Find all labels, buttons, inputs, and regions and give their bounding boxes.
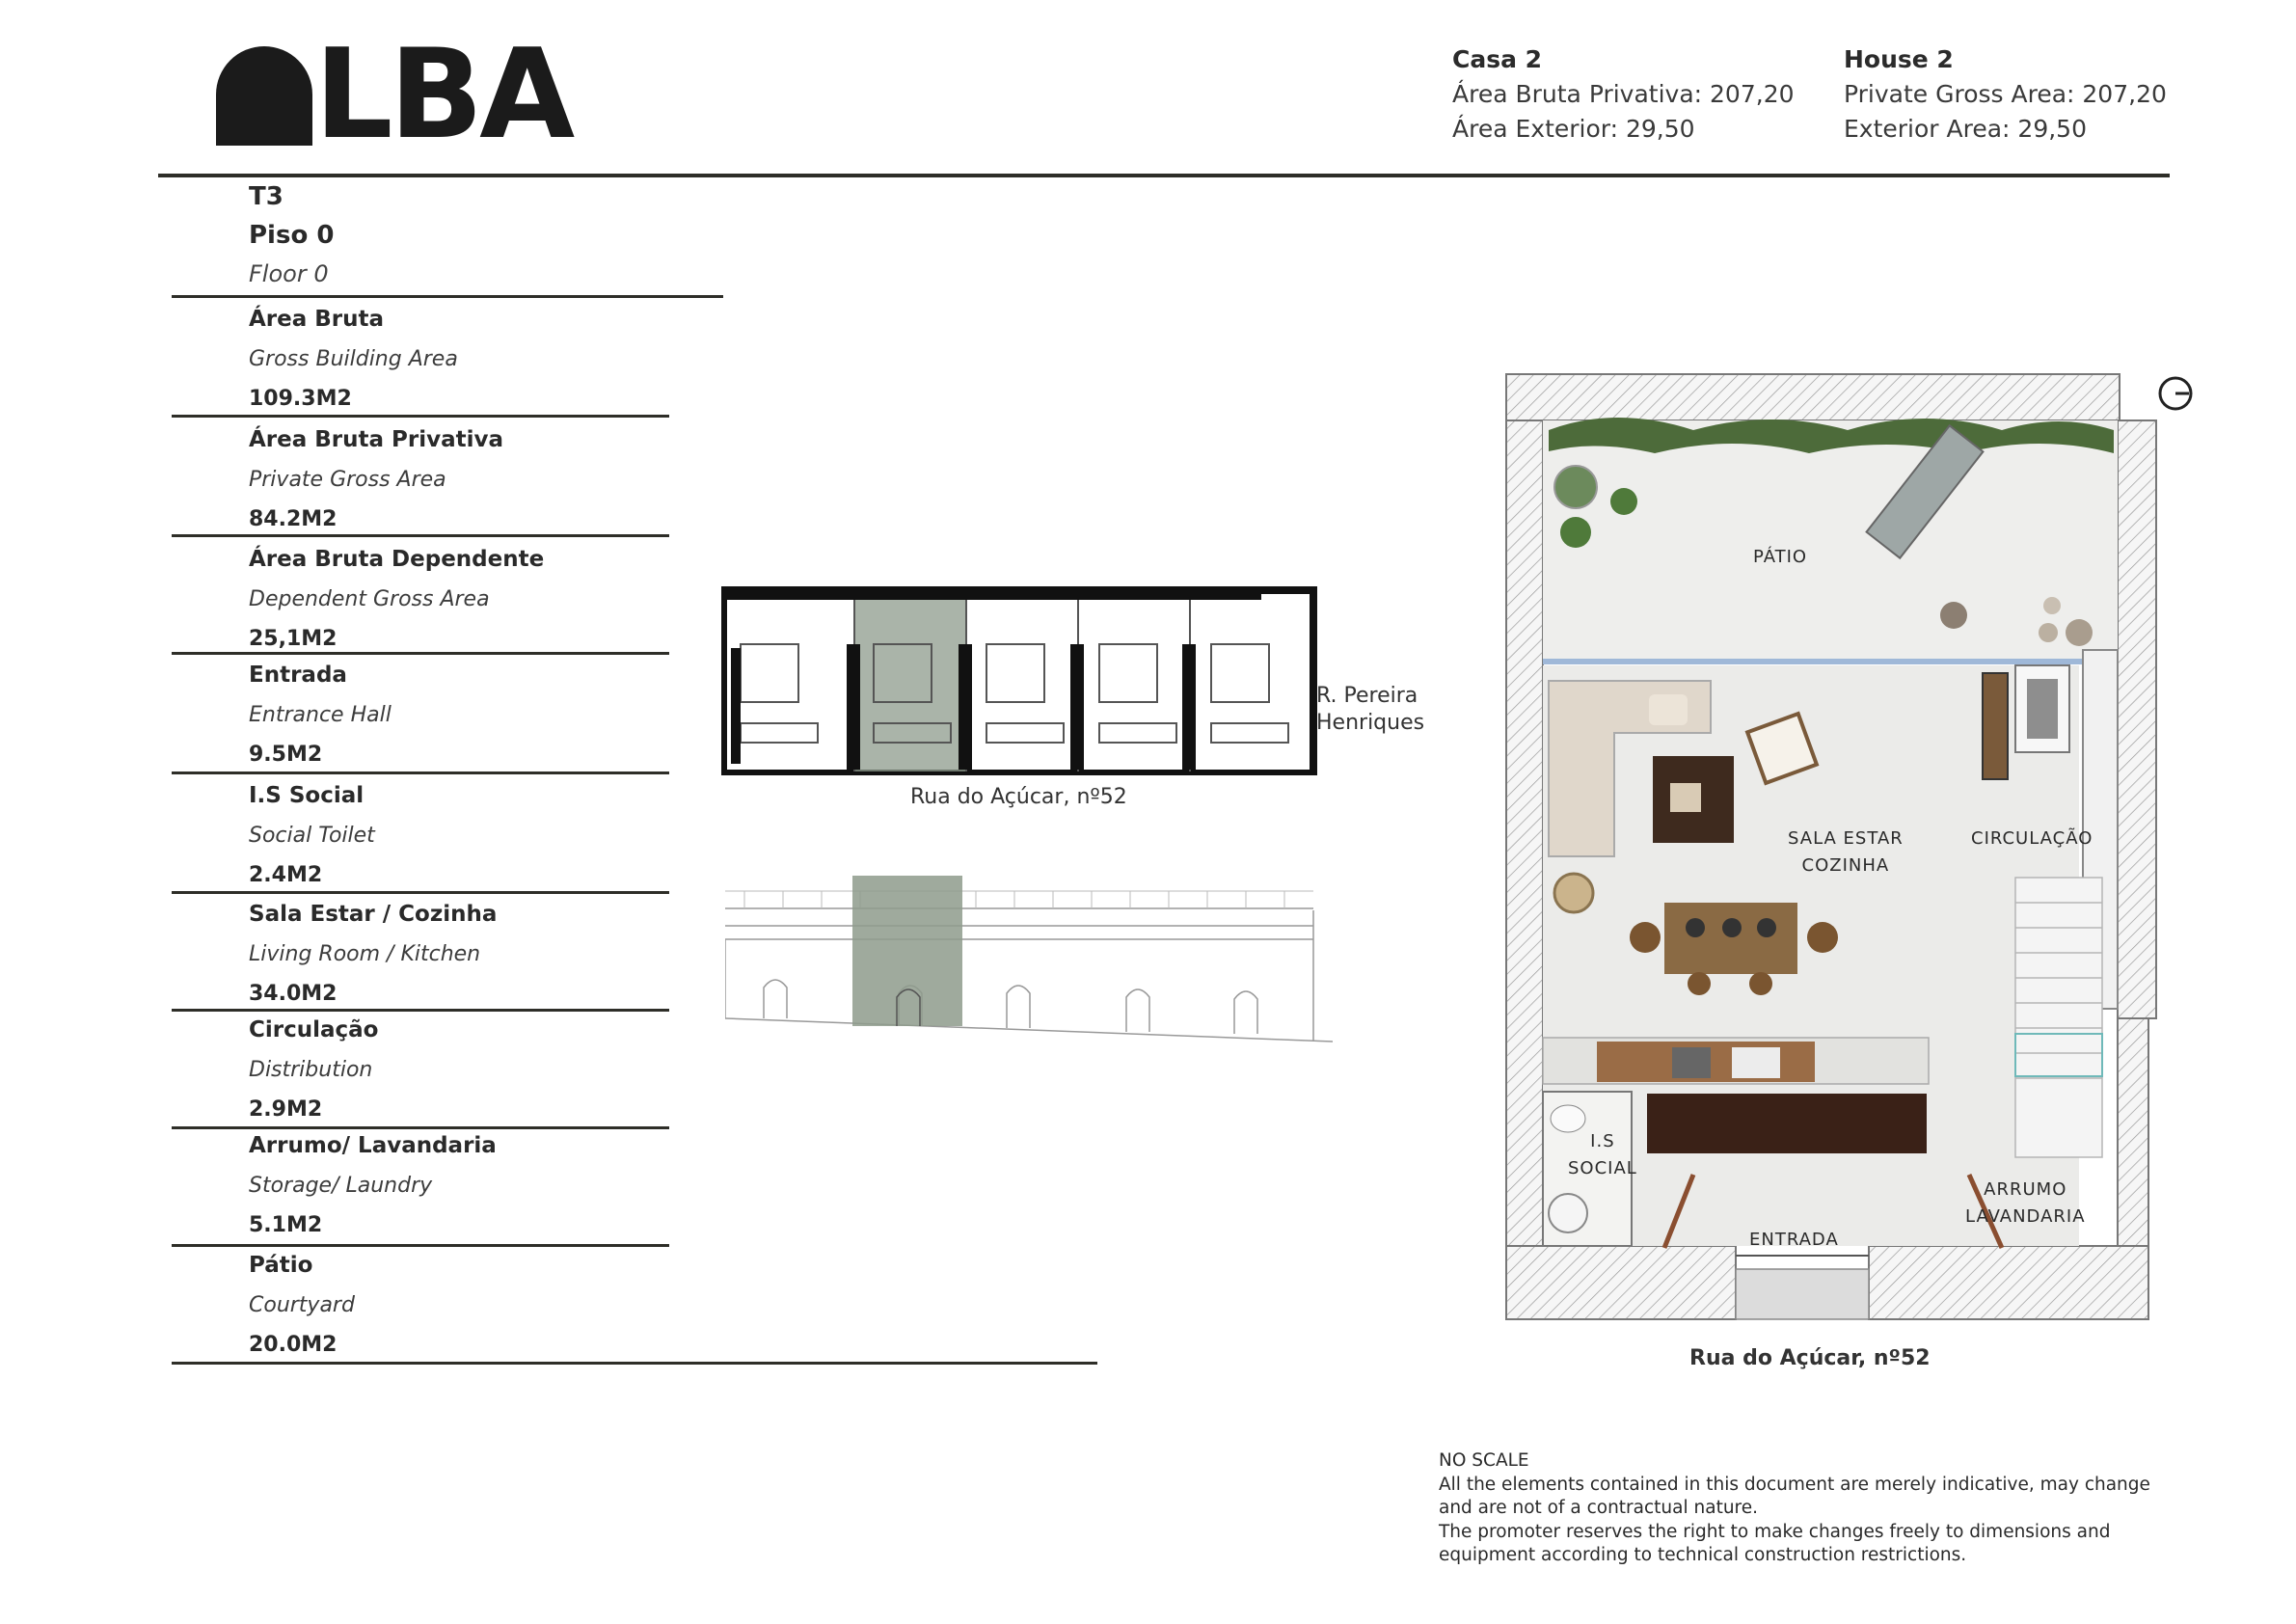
disclaimer-line: All the elements contained in this document are merely indicative, may change (1439, 1474, 2150, 1495)
room-label-arrumo: ARRUMO LAVANDARIA (1965, 1179, 2086, 1227)
area-item (249, 300, 692, 419)
area-label-en: Courtyard (249, 1293, 355, 1317)
header-en (1844, 42, 2167, 147)
area-value: 25,1M2 (249, 627, 338, 651)
unit-type: T3 (249, 182, 284, 211)
site-plan-highlight-unit (854, 590, 966, 771)
floor-plan-street: Rua do Açúcar, nº52 (1689, 1346, 1931, 1370)
logo-arch-mark (216, 46, 312, 146)
area-item (249, 420, 692, 539)
logo (216, 23, 572, 167)
area-item (249, 1246, 692, 1365)
area-label-pt: Sala Estar / Cozinha (249, 902, 498, 927)
site-plan (721, 586, 1321, 775)
area-label-pt: Área Bruta Privativa (249, 427, 504, 452)
area-item (249, 1011, 692, 1129)
area-value: 2.4M2 (249, 863, 323, 887)
area-item (249, 1126, 692, 1245)
area-label-en: Dependent Gross Area (249, 587, 490, 611)
area-label-pt: Área Bruta (249, 307, 385, 332)
area-item (249, 776, 692, 895)
area-label-en: Distribution (249, 1058, 373, 1082)
unit-floor-en: Floor 0 (249, 260, 329, 287)
room-label-is-social: I.S SOCIAL (1568, 1131, 1637, 1178)
room-label-patio: PÁTIO (1753, 547, 1808, 567)
area-value: 2.9M2 (249, 1097, 323, 1122)
area-label-en: Social Toilet (249, 824, 375, 848)
room-label-entrada: ENTRADA (1749, 1230, 1839, 1250)
area-label-pt: Circulação (249, 1017, 379, 1042)
disclaimer (1439, 1449, 2172, 1568)
elevation-highlight-unit (852, 876, 962, 1026)
area-label-pt: Arrumo/ Lavandaria (249, 1133, 497, 1158)
unit-floor-pt: Piso 0 (249, 221, 335, 250)
area-value: 34.0M2 (249, 982, 338, 1006)
logo-text: LBA (314, 23, 572, 167)
area-label-en: Gross Building Area (249, 347, 458, 371)
area-divider (172, 771, 669, 774)
site-plan-front-street: Rua do Açúcar, nº52 (910, 785, 1127, 809)
disclaimer-line: equipment according to technical construction restrictions. (1439, 1545, 1967, 1565)
unit-info (249, 177, 334, 293)
area-value: 5.1M2 (249, 1213, 323, 1237)
header-en-line2: Exterior Area: 29,50 (1844, 115, 2087, 143)
header-rule (158, 174, 2170, 177)
header-pt (1452, 42, 1795, 147)
room-label-circulacao: CIRCULAÇÃO (1971, 828, 2093, 849)
area-divider (172, 891, 669, 894)
area-label-pt: I.S Social (249, 783, 365, 808)
area-item (249, 540, 692, 659)
area-label-en: Entrance Hall (249, 703, 392, 727)
area-label-pt: Área Bruta Dependente (249, 547, 545, 572)
header-pt-line2: Área Exterior: 29,50 (1452, 115, 1695, 143)
area-value: 109.3M2 (249, 387, 352, 411)
area-list-end-rule (172, 1362, 1097, 1365)
site-plan-side-street: R. Pereira Henriques (1316, 684, 1425, 735)
area-label-en: Living Room / Kitchen (249, 942, 481, 966)
area-label-pt: Pátio (249, 1253, 313, 1278)
area-label-en: Private Gross Area (249, 468, 446, 492)
disclaimer-line: and are not of a contractual nature. (1439, 1498, 1759, 1518)
disclaimer-line: The promoter reserves the right to make changes freely to dimensions and (1439, 1521, 2111, 1542)
area-divider (172, 652, 669, 655)
area-divider (172, 415, 669, 418)
area-label-en: Storage/ Laundry (249, 1174, 433, 1198)
area-value: 20.0M2 (249, 1333, 338, 1357)
header-pt-title: Casa 2 (1452, 45, 1543, 73)
disclaimer-title: NO SCALE (1439, 1450, 1529, 1471)
header-en-title: House 2 (1844, 45, 1954, 73)
area-value: 84.2M2 (249, 507, 338, 531)
area-label-pt: Entrada (249, 663, 347, 688)
area-item (249, 656, 692, 774)
area-item (249, 895, 692, 1014)
elevation-drawing (725, 872, 1333, 1051)
header-en-line1: Private Gross Area: 207,20 (1844, 80, 2167, 108)
unit-rule (172, 295, 723, 298)
area-value: 9.5M2 (249, 743, 323, 767)
header-pt-line1: Área Bruta Privativa: 207,20 (1452, 80, 1795, 108)
area-divider (172, 534, 669, 537)
room-label-sala: SALA ESTAR COZINHA (1788, 828, 1904, 876)
